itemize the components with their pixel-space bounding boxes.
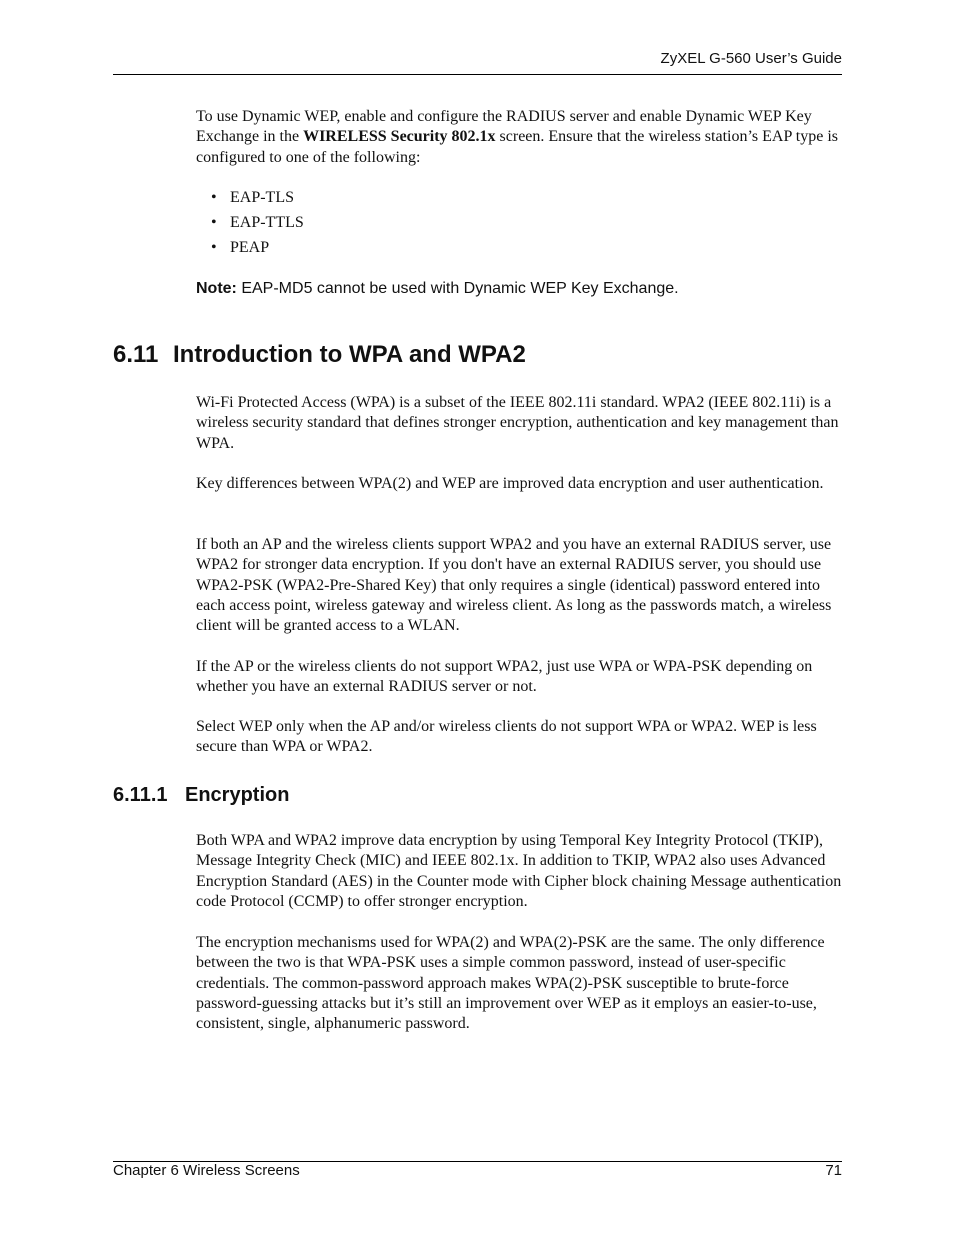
subsection-number: 6.11.1 xyxy=(113,784,168,806)
intro-paragraph xyxy=(196,107,842,168)
section-paragraph: Key differences between WPA(2) and WEP are improved data encryption and user authentication. xyxy=(196,475,824,492)
list-item-label: EAP-TTLS xyxy=(230,214,304,231)
list-item xyxy=(196,188,304,213)
bullet-icon: • xyxy=(211,189,217,206)
section-paragraph: If both an AP and the wireless clients support WPA2 and you have an external RADIUS server, use WPA2 for stronger data encryption. If you don't have an external RADIUS server, you should use WPA2-PSK (WPA2-Pre-Shared Key) that only requires a single (identical) password entered into each access point, wireless gateway and wireless client. As long as the passwords match, a wireless client will be granted access to a WLAN. xyxy=(196,536,832,635)
note-box xyxy=(196,280,679,298)
list-item-label: EAP-TLS xyxy=(230,189,294,206)
section-heading xyxy=(113,341,526,369)
section-paragraph: If the AP or the wireless clients do not support WPA2, just use WPA or WPA-PSK depending on whether you have an external RADIUS server or not. xyxy=(196,658,813,696)
running-header: ZyXEL G-560 User’s Guide xyxy=(660,50,842,67)
subsection-title: Encryption xyxy=(185,784,290,806)
running-footer xyxy=(113,1162,842,1179)
footer-chapter: Chapter 6 Wireless Screens xyxy=(113,1162,300,1179)
list-item xyxy=(196,213,304,238)
section-paragraph: Select WEP only when the AP and/or wireless clients do not support WPA or WPA2. WEP is less secure than WPA or WPA2. xyxy=(196,718,817,756)
intro-text-1: To use Dynamic WEP, enable and configure the RADIUS server and enable Dynamic WEP Key Exchange in the xyxy=(196,108,812,146)
subsection-paragraph: The encryption mechanisms used for WPA(2) and WPA(2)-PSK are the same. The only difference between the two is that WPA-PSK uses a simple common password, instead of user-specific credentials. The common-password approach makes WPA(2)-PSK susceptible to brute-force password-guessing attacks but it’s still an improvement over WEP as it employs an easier-to-use, consistent, single, alphanumeric password. xyxy=(196,934,825,1033)
intro-text-2: screen. Ensure that the wireless station’s EAP type is configured to one of the following: xyxy=(196,128,838,166)
section-number: 6.11 xyxy=(113,341,159,368)
header-rule xyxy=(113,74,842,75)
note-text: EAP-MD5 cannot be used with Dynamic WEP Key Exchange. xyxy=(236,280,679,297)
section-title: Introduction to WPA and WPA2 xyxy=(173,341,526,368)
list-item xyxy=(196,238,304,263)
bullet-icon: • xyxy=(211,214,217,231)
page-number: 71 xyxy=(825,1162,842,1179)
note-label: Note: xyxy=(196,280,237,297)
eap-type-list xyxy=(196,188,304,263)
list-item-label: PEAP xyxy=(230,239,270,256)
intro-bold-screen-name: WIRELESS Security 802.1x xyxy=(303,128,496,146)
bullet-icon: • xyxy=(211,239,217,256)
subsection-heading xyxy=(113,784,289,807)
subsection-paragraph: Both WPA and WPA2 improve data encryption by using Temporal Key Integrity Protocol (TKIP), Message Integrity Check (MIC) and IEEE 802.1x. In addition to TKIP, WPA2 also uses Advanced Encryption Standard (AES) in the Counter mode with Cipher block chaining Message authentication code Protocol (CCMP) to offer stronger encryption. xyxy=(196,832,842,910)
section-paragraph: Wi-Fi Protected Access (WPA) is a subset of the IEEE 802.11i standard. WPA2 (IEEE 802.11i) is a wireless security standard that defines stronger encryption, authentication and key management than WPA. xyxy=(196,394,839,452)
